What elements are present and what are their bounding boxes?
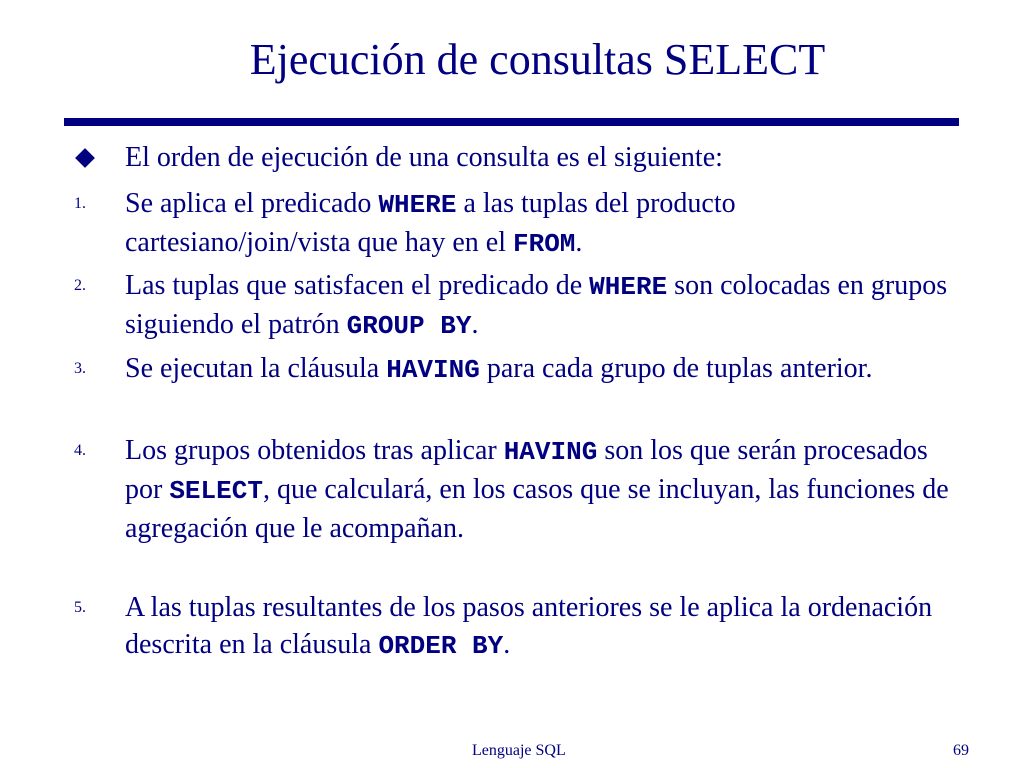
slide-title: Ejecución de consultas SELECT (249, 35, 826, 84)
intro-text: El orden de ejecución de una consulta es el siguiente: (125, 142, 723, 173)
item-number: 5. (74, 599, 86, 616)
item-number: 3. (74, 360, 86, 377)
list-item (125, 350, 960, 389)
item-text: para cada grupo de tuplas anterior. (479, 353, 873, 384)
item-text: . (575, 227, 583, 258)
item-text: a las tuplas del producto cartesiano/join/vista que hay en el (125, 188, 736, 258)
item-text: A las tuplas resultantes de los pasos anteriores se le aplica la ordenación descrita en la cláusula (125, 592, 933, 660)
item-text: Las tuplas que satisfacen el predicado de (125, 270, 590, 301)
item-text: Los grupos obtenidos tras aplicar (125, 435, 504, 466)
sql-keyword: HAVING (386, 355, 480, 385)
list-item (125, 185, 960, 263)
list-item (125, 267, 960, 345)
item-text: , que calculará, en los casos que se incluyan, las funciones de agregación que le acompañan. (125, 474, 949, 544)
footer-label: Lenguaje SQL (472, 742, 566, 759)
list-item (125, 432, 960, 547)
list-item (125, 589, 960, 665)
page-number: 69 (953, 742, 969, 759)
sql-keyword: SELECT (169, 476, 263, 506)
item-text: . (503, 629, 511, 660)
item-number: 2. (74, 277, 86, 294)
sql-keyword: GROUP BY (346, 311, 472, 341)
item-text: Se aplica el predicado (125, 188, 379, 219)
item-number: 4. (74, 442, 86, 459)
item-text: . (471, 309, 479, 340)
sql-keyword: ORDER BY (378, 631, 504, 661)
diamond-bullet-icon (75, 148, 95, 168)
sql-keyword: HAVING (503, 437, 598, 467)
item-text: son los que serán procesados por (125, 435, 928, 505)
sql-keyword: WHERE (589, 272, 668, 302)
item-text: Se ejecutan la cláusula (125, 353, 387, 384)
sql-keyword: WHERE (378, 190, 457, 220)
item-number: 1. (74, 195, 86, 212)
sql-keyword: FROM (512, 229, 576, 259)
item-text: son colocadas en grupos siguiendo el patrón (125, 270, 948, 340)
